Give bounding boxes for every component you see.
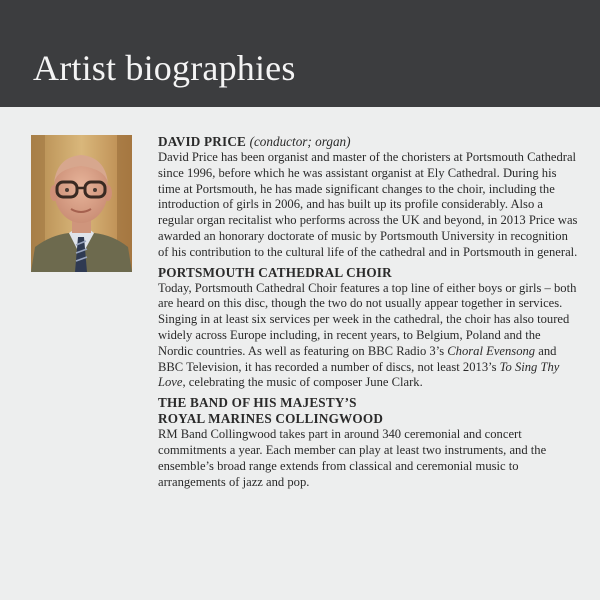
bio-text: RM Band Collingwood takes part in around 340 ceremonial and concert commitments a year. Each member can play at least two instruments, and the ensemble’s broad range extends from classical and ceremonial music to arrangements of jazz and pop. <box>158 427 547 489</box>
bio-royal-marines-band <box>158 395 578 490</box>
album-title: To Sing Thy Love <box>158 359 560 390</box>
bio-text: Today, Portsmouth Cathedral Choir features a top line of either boys or girls – both are heard on this disc, though the two do not usually appear together in services. Singing in at least six services per week in the cathedral, the choir has also toured widely across Europe including, in recent years, to Belgium, Poland and the Nordic countries. As well as featuring on BBC Radio 3’s Choral Evensong and BBC Television, it has recorded a number of discs, not least 2013’s To Sing Thy Love, celebrating the music of composer June Clark. <box>158 280 577 390</box>
artist-role: (conductor; organ) <box>249 134 351 149</box>
portrait-photo <box>31 135 132 272</box>
bio-portsmouth-cathedral-choir <box>158 265 578 392</box>
portrait-illustration <box>31 135 132 272</box>
bio-heading <box>158 134 578 150</box>
programme-title: Choral Evensong <box>447 343 536 358</box>
page-title: Artist biographies <box>33 48 296 88</box>
artist-name: DAVID PRICE <box>158 134 247 149</box>
bio-text: David Price has been organist and master of the choristers at Portsmouth Cathedral since 1996, before which he was assistant organist at Ely Cathedral. During his time at Portsmouth, he has made significant changes to the choir, including the introduction of girls in 2006, and has built up its profile considerably. Also a regular organ recitalist who performs across the UK and beyond, in 2013 Price was awarded an honorary doctorate of music by Portsmouth University in recognition of his contribution to the cultural life of the cathedral and in Portsmouth in general. <box>158 150 578 259</box>
header-banner <box>0 0 600 107</box>
bio-heading: PORTSMOUTH CATHEDRAL CHOIR <box>158 264 392 280</box>
biographies <box>158 134 578 492</box>
bio-heading: THE BAND OF HIS MAJESTY’S ROYAL MARINES COLLINGWOOD <box>158 395 384 427</box>
bio-david-price <box>158 134 578 261</box>
